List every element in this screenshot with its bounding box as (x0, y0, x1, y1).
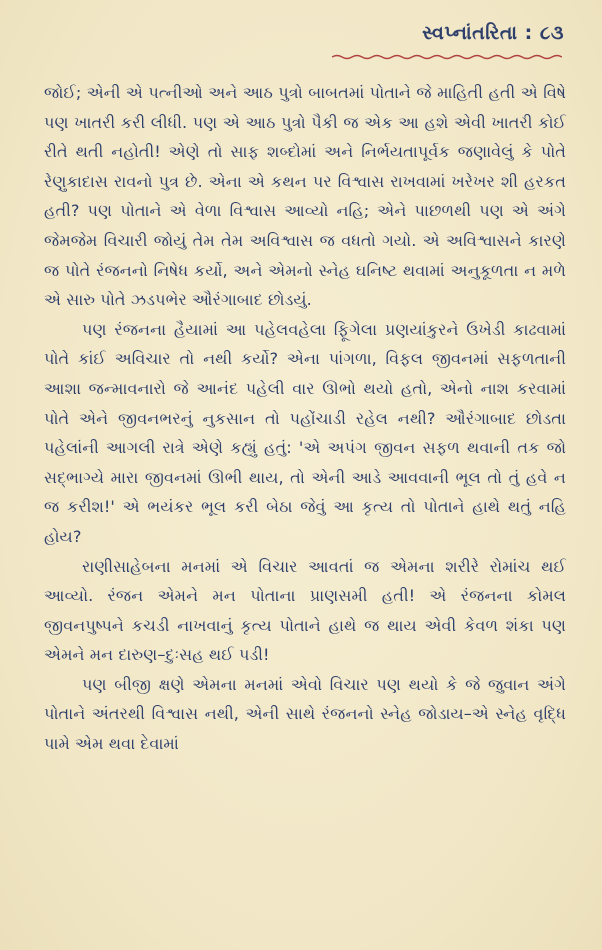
paragraph-2: પણ રંજનના હૈયામાં આ પહેલવહેલા ફૂિગેલા પ્રણયાંકુરને ઉખેડી કાઢવામાં પોતે કાંઈ અવિચાર તો નથી કર્યો? એના પાંગળા, વિફલ જીવનમાં સફળતાની આશા જન્માવનારો જે આનંદ પહેલી વાર ઊભો થયો હતો, એનો નાશ કરવામાં પોતે એને જીવનભરનું નુકસાન તો પહોંચાડી રહેલ નથી? ઔરંગાબાદ છોડતા પહેલાંની આગલી રાત્રે એણે કહ્યું હતું: 'એ અપંગ જીવન સફળ થવાની તક જો સદ્ભાગ્યે મારા જીવનમાં ઊભી થાય, તો એની આડે આવવાની ભૂલ તો તું હવે ન જ કરીશ!' એ ભયંકર ભૂલ કરી બેઠા જેવું આ કૃત્ય તો પોતાને હાથે થતું નહિ હોય? (44, 319, 566, 546)
running-header: સ્વપ્નાંતરિતા : ૮૩ (422, 22, 564, 44)
decorative-wavy-rule (332, 54, 562, 60)
body-text (44, 78, 566, 759)
paragraph-4: પણ બીજી ક્ષણે એમના મનમાં એવો વિચાર પણ થયો કે જે જુવાન અંગે પોતાને અંતરથી વિશ્વાસ નથી, એની સાથે રંજનનો સ્નેહ જોડાય–એ સ્નેહ વૃદ્ધિ પામે એમ થવા દેવામાં (44, 674, 566, 754)
paragraph-1: જોઈ; એની એ પત્નીઓ અને આઠ પુત્રો બાબતમાં પોતાને જે માહિતી હતી એ વિષે પણ ખાતરી કરી લીધી. પણ એ આઠ પુત્રો પૈકી જ એક આ હશે એવી ખાતરી કોઈ રીતે થતી નહોતી! એણે તો સાફ શબ્દોમાં અને નિર્ભયતાપૂર્વક જણાવેલું કે પોતે રેણુકાદાસ રાવનો પુત્ર છે. એના એ કથન પર વિશ્વાસ રાખવામાં ખરેખર શી હરકત હતી? પણ પોતાને એ વેળા વિશ્વાસ આવ્યો નહિ; એને પાછળથી પણ એ અંગે જેમજેમ વિચારી જોયું તેમ તેમ અવિશ્વાસ જ વધતો ગયો. એ અવિશ્વાસને કારણે જ પોતે રંજનનો નિષેધ કર્યો, અને એમનો સ્નેહ ઘનિષ્ટ થવામાં અનુકૂળતા ન મળે એ સારુ પોતે ઝડપભેર ઔરંગાબાદ છોડયું. (44, 83, 566, 310)
paragraph-3: રાણીસાહેબના મનમાં એ વિચાર આવતાં જ એમના શરીરે રોમાંચ થઈ આવ્યો. રંજન એમને મન પોતાના પ્રાણસમી હતી! એ રંજનના કોમલ જીવનપુષ્પને કચડી નાખવાનું કૃત્ય પોતાને હાથે જ થાય એવી કેવળ શંકા પણ એમને મન દારુણ–દુઃસહ થઈ પડી! (44, 556, 566, 665)
